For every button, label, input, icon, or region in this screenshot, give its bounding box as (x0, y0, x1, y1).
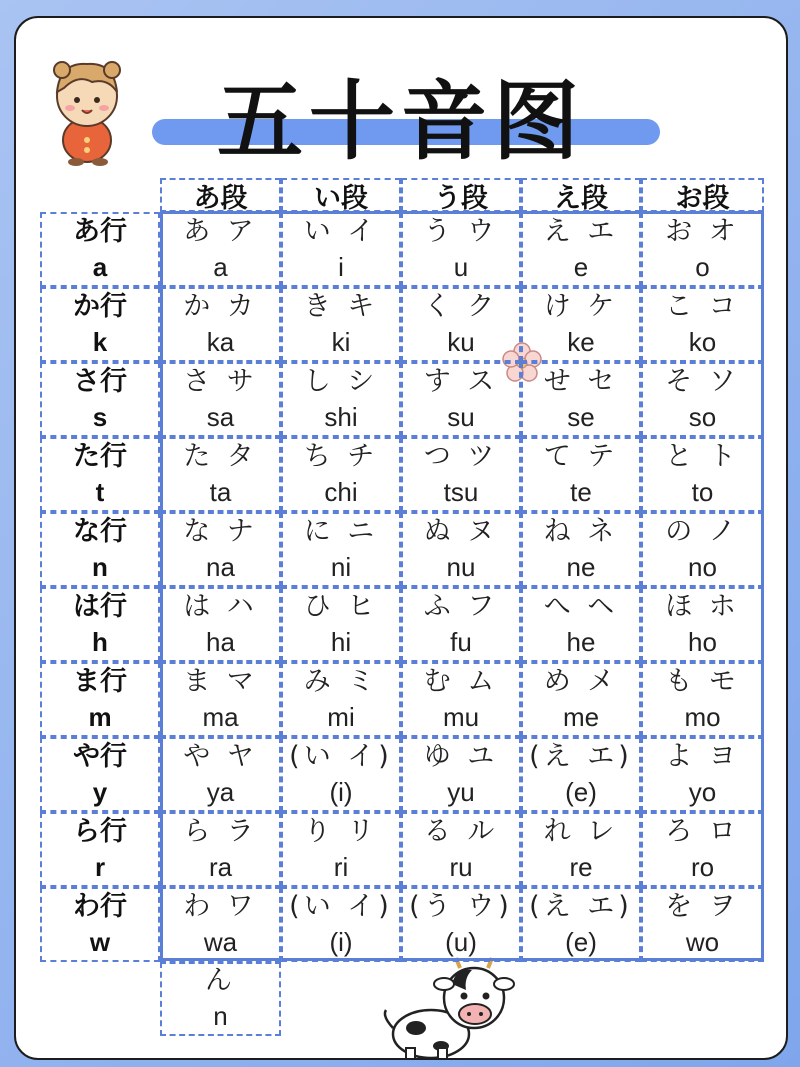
romaji: mu (442, 701, 480, 732)
kana-pair: (い イ) (289, 740, 393, 772)
row-label-kana: は行 (73, 590, 127, 622)
kana-cell (401, 287, 521, 362)
kana-cell (521, 512, 641, 587)
kana-pair: さ サ (183, 365, 258, 397)
romaji: me (562, 701, 600, 732)
kana-cell (160, 587, 281, 662)
romaji-n: n (213, 1001, 228, 1031)
romaji: wa (203, 926, 238, 957)
kana-cell (401, 662, 521, 737)
romaji: ri (333, 851, 349, 882)
row-label-kana: わ行 (73, 890, 127, 922)
romaji: ki (331, 326, 351, 357)
romaji: ne (566, 551, 596, 582)
row-label-kana: た行 (73, 440, 127, 472)
kana-cell (521, 287, 641, 362)
column-header (281, 178, 401, 212)
row-label-kana: ら行 (73, 815, 127, 847)
romaji: na (206, 551, 235, 582)
kana-pair: こ コ (665, 290, 740, 322)
column-header-label: あ段 (193, 182, 248, 214)
row-label (40, 662, 160, 737)
kana-cell (641, 437, 764, 512)
kana-pair: ろ ロ (665, 815, 740, 847)
romaji: (u) (445, 926, 477, 957)
kana-cell (160, 287, 281, 362)
column-header (521, 178, 641, 212)
kana-cell (281, 437, 401, 512)
kana-cell (521, 212, 641, 287)
romaji: (e) (565, 776, 597, 807)
romaji: ta (209, 476, 232, 507)
kana-pair: お オ (665, 215, 740, 247)
kana-cell (521, 887, 641, 962)
kana-cell (641, 737, 764, 812)
kana-cell (160, 737, 281, 812)
kana-cell (641, 587, 764, 662)
kana-pair: う ウ (423, 215, 499, 247)
kana-pair: ら ラ (183, 815, 258, 847)
row-label (40, 287, 160, 362)
kana-pair: (う ウ) (409, 890, 513, 922)
kana-cell (160, 362, 281, 437)
romaji: (i) (329, 926, 353, 957)
romaji: ru (449, 851, 473, 882)
romaji: ku (447, 326, 475, 357)
kana-cell (401, 812, 521, 887)
kana-cell (281, 812, 401, 887)
column-header-label: う段 (434, 182, 488, 214)
romaji: sa (206, 401, 235, 432)
romaji: wo (685, 926, 720, 957)
kana-cell (160, 437, 281, 512)
kana-pair: ぬ ヌ (423, 515, 499, 547)
romaji: mi (327, 701, 355, 732)
kana-cell (401, 437, 521, 512)
kana-cell (281, 287, 401, 362)
page-title: 五十音图 (217, 72, 585, 172)
romaji: ka (206, 326, 235, 357)
row-label-romaji: t (95, 476, 105, 507)
kana-cell (641, 662, 764, 737)
romaji: to (691, 476, 714, 507)
row-label (40, 587, 160, 662)
kana-n: ん (205, 965, 236, 996)
romaji: tsu (443, 476, 479, 507)
romaji: fu (450, 626, 472, 657)
row-label (40, 737, 160, 812)
romaji: chi (324, 476, 358, 507)
row-label-romaji: k (92, 326, 108, 357)
row-label (40, 437, 160, 512)
kana-pair: れ レ (543, 815, 619, 847)
column-header (401, 178, 521, 212)
kana-pair: わ ワ (183, 890, 258, 922)
romaji: ya (206, 776, 235, 807)
romaji: a (213, 251, 228, 282)
romaji: u (453, 251, 469, 282)
romaji: nu (446, 551, 476, 582)
kana-cell (281, 362, 401, 437)
row-label-romaji: m (88, 701, 112, 732)
kana-cell (160, 512, 281, 587)
row-label-romaji: w (89, 926, 111, 957)
row-label-kana: か行 (73, 290, 127, 322)
column-header-label: え段 (554, 182, 608, 214)
kana-cell (281, 212, 401, 287)
row-label (40, 362, 160, 437)
kana-cell (160, 212, 281, 287)
romaji: so (688, 401, 717, 432)
row-label-kana: ま行 (73, 665, 127, 697)
kana-pair: も モ (665, 665, 740, 697)
kana-cell (401, 512, 521, 587)
kana-cell (281, 587, 401, 662)
kana-pair: へ ヘ (543, 590, 619, 622)
romaji: ma (202, 701, 239, 732)
row-label-kana: や行 (73, 740, 127, 772)
kana-cell (521, 662, 641, 737)
romaji: ro (690, 851, 715, 882)
kana-pair: か カ (183, 290, 258, 322)
romaji: ra (208, 851, 233, 882)
kana-pair: ま マ (183, 665, 258, 697)
kana-cell (641, 287, 764, 362)
kana-pair: い イ (303, 215, 379, 247)
romaji: yo (688, 776, 717, 807)
romaji: (e) (565, 926, 597, 957)
kana-cell (401, 737, 521, 812)
romaji: ho (688, 626, 717, 657)
kana-pair: な ナ (183, 515, 258, 547)
row-label-romaji: n (92, 551, 108, 582)
kana-pair: ふ フ (423, 590, 499, 622)
row-label-romaji: h (92, 626, 108, 657)
kana-pair: (え エ) (529, 890, 633, 922)
kana-cell (521, 362, 641, 437)
kana-cell (401, 887, 521, 962)
kana-cell (281, 737, 401, 812)
romaji: su (447, 401, 475, 432)
romaji: hi (330, 626, 352, 657)
kana-pair: ね ネ (543, 515, 619, 547)
kana-pair: け ケ (543, 290, 619, 322)
kana-pair: す ス (423, 365, 499, 397)
row-label (40, 212, 160, 287)
kana-pair: そ ソ (665, 365, 740, 397)
kana-cell (521, 587, 641, 662)
romaji: o (695, 251, 710, 282)
kana-cell (641, 212, 764, 287)
kana-pair: し シ (303, 365, 379, 397)
kana-pair: を ヲ (665, 890, 740, 922)
romaji: i (338, 251, 344, 282)
kana-cell (641, 887, 764, 962)
row-label (40, 887, 160, 962)
column-header-label: い段 (314, 182, 368, 214)
chart-card (14, 16, 788, 1060)
row-label-romaji: y (92, 776, 108, 807)
kana-pair: は ハ (183, 590, 258, 622)
kana-pair: え エ (543, 215, 619, 247)
kana-pair: (え エ) (529, 740, 633, 772)
row-label-kana: さ行 (73, 365, 127, 397)
romaji: he (566, 626, 596, 657)
kana-pair: み ミ (303, 665, 379, 697)
romaji: ni (330, 551, 352, 582)
kana-cell (160, 887, 281, 962)
row-label (40, 812, 160, 887)
kana-cell (401, 362, 521, 437)
kana-cell (160, 662, 281, 737)
row-label-kana: な行 (73, 515, 127, 547)
kana-pair: る ル (423, 815, 499, 847)
kana-pair: よ ヨ (665, 740, 740, 772)
kana-cell (401, 212, 521, 287)
romaji: no (688, 551, 717, 582)
kana-pair: に ニ (303, 515, 379, 547)
row-label-kana: あ行 (73, 215, 127, 247)
column-header (641, 178, 764, 212)
kana-pair: の ノ (665, 515, 740, 547)
kana-pair: (い イ) (289, 890, 393, 922)
romaji: te (570, 476, 592, 507)
romaji: ko (688, 326, 717, 357)
kana-pair: あ ア (183, 215, 258, 247)
kid-mascot-icon (42, 48, 132, 168)
romaji: ke (567, 326, 595, 357)
romaji: yu (447, 776, 475, 807)
kana-pair: て テ (543, 440, 619, 472)
row-label (40, 512, 160, 587)
kana-pair: ひ ヒ (303, 590, 379, 622)
romaji: e (573, 251, 589, 282)
kana-cell (521, 437, 641, 512)
kana-cell (641, 812, 764, 887)
romaji: ha (206, 626, 235, 657)
kana-pair: き キ (303, 290, 379, 322)
kana-cell (521, 737, 641, 812)
kana-pair: り リ (303, 815, 379, 847)
kana-cell (521, 812, 641, 887)
romaji: (i) (329, 776, 353, 807)
kana-cell (281, 512, 401, 587)
kana-pair: ほ ホ (665, 590, 740, 622)
kana-cell (641, 512, 764, 587)
romaji: shi (324, 401, 358, 432)
row-label-romaji: s (92, 401, 108, 432)
row-label-romaji: r (94, 851, 106, 882)
n-cell (160, 962, 281, 1036)
kana-pair: ち チ (303, 440, 379, 472)
romaji: re (569, 851, 593, 882)
kana-pair: や ヤ (183, 740, 258, 772)
kana-pair: く ク (423, 290, 499, 322)
row-label-romaji: a (92, 251, 108, 282)
kana-cell (641, 362, 764, 437)
kana-pair: め メ (543, 665, 619, 697)
kana-pair: つ ツ (423, 440, 499, 472)
romaji: se (567, 401, 595, 432)
kana-cell (281, 662, 401, 737)
kana-pair: む ム (423, 665, 499, 697)
kana-pair: と ト (665, 440, 740, 472)
kana-pair: ゆ ユ (423, 740, 499, 772)
kana-pair: た タ (183, 440, 258, 472)
kana-cell (160, 812, 281, 887)
kana-pair: せ セ (543, 365, 619, 397)
romaji: mo (684, 701, 721, 732)
column-header (160, 178, 281, 212)
cow-mascot-icon (376, 956, 516, 1060)
kana-cell (401, 587, 521, 662)
kana-cell (281, 887, 401, 962)
column-header-label: お段 (675, 182, 730, 214)
